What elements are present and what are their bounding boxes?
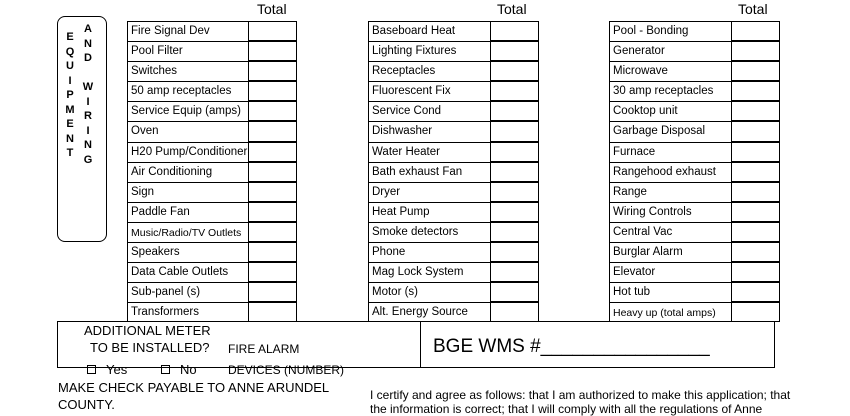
side-label-letter: R: [84, 110, 92, 122]
total-input-cell[interactable]: [490, 242, 539, 262]
side-label-letter: I: [68, 74, 72, 87]
side-label-letter: D: [84, 52, 92, 64]
form-row: [610, 262, 780, 282]
column-2: [368, 21, 539, 322]
item-label: Transformers: [131, 306, 199, 319]
fire-alarm-label: FIRE ALARM: [228, 342, 300, 356]
item-label: Music/Radio/TV Outlets: [131, 226, 242, 239]
item-label: Hot tub: [613, 286, 651, 299]
total-input-cell[interactable]: [731, 202, 780, 222]
item-label: Baseboard Heat: [372, 25, 456, 37]
meter-divider: [420, 321, 421, 368]
form-row: [369, 282, 539, 302]
total-input-cell[interactable]: [731, 121, 780, 141]
total-input-cell[interactable]: [731, 302, 780, 322]
total-input-cell[interactable]: [731, 222, 780, 242]
item-label: Elevator: [613, 266, 656, 279]
yes-checkbox[interactable]: [87, 365, 96, 374]
item-label: Smoke detectors: [372, 225, 459, 238]
form-row: [369, 81, 539, 101]
side-label-letter: I: [86, 124, 90, 137]
item-label: Bath exhaust Fan: [372, 165, 463, 178]
form-row: [128, 222, 297, 242]
yes-label: Yes: [106, 362, 128, 377]
total-input-cell[interactable]: [731, 142, 780, 162]
total-input-cell[interactable]: [248, 41, 297, 61]
form-row: [128, 21, 297, 41]
total-header-2: Total: [497, 1, 527, 17]
form-row: [369, 41, 539, 61]
item-label: Motor (s): [372, 286, 418, 299]
form-row: [128, 202, 297, 222]
item-label: Pool Filter: [131, 45, 183, 58]
item-label: Receptacles: [372, 65, 436, 78]
total-input-cell[interactable]: [248, 182, 297, 202]
form-row: [369, 61, 539, 81]
item-label: Cooktop unit: [613, 105, 678, 118]
total-input-cell[interactable]: [248, 142, 297, 162]
form-row: [128, 121, 297, 141]
item-label: Switches: [131, 65, 178, 78]
total-input-cell[interactable]: [731, 242, 780, 262]
total-input-cell[interactable]: [490, 222, 539, 242]
total-input-cell[interactable]: [731, 282, 780, 302]
item-label: Burglar Alarm: [613, 246, 683, 259]
total-input-cell[interactable]: [248, 21, 297, 41]
item-label: Water Heater: [372, 145, 440, 158]
total-input-cell[interactable]: [731, 101, 780, 121]
total-input-cell[interactable]: [248, 81, 297, 101]
column-3: [609, 21, 780, 322]
form-row: [128, 142, 297, 162]
side-label-letter: Q: [65, 45, 75, 58]
form-row: [369, 202, 539, 222]
total-input-cell[interactable]: [490, 41, 539, 61]
total-input-cell[interactable]: [490, 282, 539, 302]
total-input-cell[interactable]: [248, 222, 297, 242]
side-label-letter: G: [83, 153, 93, 166]
item-label: Lighting Fixtures: [372, 45, 457, 58]
form-row: [369, 302, 539, 322]
form-row: [128, 262, 297, 282]
form-row: [610, 142, 780, 162]
side-label-letter: N: [84, 139, 92, 151]
total-input-cell[interactable]: [248, 302, 297, 322]
form-row: [610, 202, 780, 222]
form-row: [128, 282, 297, 302]
total-input-cell[interactable]: [731, 262, 780, 282]
side-label-letter: N: [84, 37, 92, 50]
item-label: Data Cable Outlets: [131, 266, 229, 279]
item-label: Sign: [131, 185, 155, 198]
total-input-cell[interactable]: [490, 121, 539, 141]
total-input-cell[interactable]: [248, 242, 297, 262]
total-input-cell[interactable]: [248, 162, 297, 182]
item-label: Wiring Controls: [613, 205, 692, 218]
item-label: Fluorescent Fix: [372, 85, 451, 98]
form-row: [369, 242, 539, 262]
form-row: [610, 162, 780, 182]
item-label: Speakers: [131, 246, 180, 259]
total-input-cell[interactable]: [731, 81, 780, 101]
form-row: [128, 81, 297, 101]
form-row: [369, 21, 539, 41]
total-input-cell[interactable]: [248, 202, 297, 222]
form-row: [369, 101, 539, 121]
item-label: 50 amp receptacles: [131, 85, 232, 98]
total-input-cell[interactable]: [490, 61, 539, 81]
form-row: [610, 302, 780, 322]
total-header-1: Total: [257, 1, 287, 17]
form-row: [128, 182, 297, 202]
form-row: [128, 242, 297, 262]
item-label: Dishwasher: [372, 125, 433, 138]
total-input-cell[interactable]: [731, 162, 780, 182]
item-label: Dryer: [372, 185, 401, 198]
form-row: [369, 142, 539, 162]
item-label: Heat Pump: [372, 205, 430, 218]
item-label: Air Conditioning: [131, 165, 213, 178]
bge-wms-field[interactable]: BGE WMS #________________: [433, 336, 710, 357]
form-row: [610, 21, 780, 41]
certify-line1: I certify and agree as follows: that I am authorized to make this application; that: [370, 388, 791, 402]
form-row: [369, 162, 539, 182]
item-label: Rangehood exhaust: [613, 165, 716, 178]
item-label: Alt. Energy Source: [372, 306, 468, 319]
item-label: Range: [613, 185, 647, 198]
item-label: Service Equip (amps): [131, 105, 241, 118]
item-label: Garbage Disposal: [613, 125, 706, 138]
form-row: [369, 262, 539, 282]
form-row: [369, 121, 539, 141]
total-input-cell[interactable]: [731, 21, 780, 41]
form-row: [128, 101, 297, 121]
item-label: Pool - Bonding: [613, 25, 689, 37]
total-input-cell[interactable]: [490, 162, 539, 182]
item-label: Sub-panel (s): [131, 286, 201, 299]
side-label-letter: I: [86, 95, 90, 108]
total-input-cell[interactable]: [248, 262, 297, 282]
item-label: Phone: [372, 246, 406, 259]
form-row: [610, 282, 780, 302]
form-row: [610, 41, 780, 61]
item-label: 30 amp receptacles: [613, 85, 714, 98]
item-label: Paddle Fan: [131, 205, 190, 218]
total-input-cell[interactable]: [490, 302, 539, 322]
payable-line2: COUNTY.: [58, 397, 115, 412]
form-row: [610, 61, 780, 81]
devices-number-label: DEVICES (NUMBER): [228, 363, 345, 377]
meter-question-line1: ADDITIONAL METER: [84, 323, 211, 338]
item-label: Mag Lock System: [372, 266, 464, 279]
payable-line1: MAKE CHECK PAYABLE TO ANNE ARUNDEL: [58, 380, 330, 395]
item-label: Heavy up (total amps): [613, 307, 716, 320]
total-input-cell[interactable]: [490, 21, 539, 41]
item-label: Furnace: [613, 145, 656, 158]
form-row: [128, 61, 297, 81]
total-input-cell[interactable]: [248, 101, 297, 121]
total-input-cell[interactable]: [490, 81, 539, 101]
form-row: [128, 302, 297, 322]
side-label-letter: M: [65, 103, 75, 116]
item-label: Central Vac: [613, 225, 673, 238]
total-input-cell[interactable]: [490, 262, 539, 282]
total-input-cell[interactable]: [731, 61, 780, 81]
total-input-cell[interactable]: [490, 182, 539, 202]
item-label: H20 Pump/Conditioner: [131, 145, 248, 158]
form-row: [128, 162, 297, 182]
item-label: Service Cond: [372, 105, 442, 118]
form-row: [369, 182, 539, 202]
form-row: [610, 182, 780, 202]
total-input-cell[interactable]: [731, 182, 780, 202]
total-input-cell[interactable]: [490, 202, 539, 222]
no-label: No: [180, 362, 197, 377]
item-label: Fire Signal Dev: [131, 25, 210, 37]
total-header-3: Total: [738, 1, 768, 17]
total-input-cell[interactable]: [248, 61, 297, 81]
form-row: [610, 242, 780, 262]
total-input-cell[interactable]: [490, 142, 539, 162]
side-label-letter: A: [84, 23, 92, 35]
side-label-letter: E: [66, 31, 74, 43]
side-label-letter: P: [66, 89, 74, 101]
total-input-cell[interactable]: [731, 41, 780, 61]
side-label-letter: U: [66, 60, 74, 72]
form-row: [610, 222, 780, 242]
column-1: [127, 21, 297, 322]
form-row: [610, 121, 780, 141]
total-input-cell[interactable]: [490, 101, 539, 121]
item-label: Microwave: [613, 65, 668, 78]
form-row: [610, 81, 780, 101]
total-input-cell[interactable]: [248, 282, 297, 302]
total-input-cell[interactable]: [248, 121, 297, 141]
form-row: [128, 41, 297, 61]
certify-line2: the information is correct; that I will comply with all the regulations of Anne: [370, 402, 763, 416]
side-label-letter: T: [66, 147, 74, 159]
form-row: [610, 101, 780, 121]
item-label: Generator: [613, 45, 665, 58]
form-row: [369, 222, 539, 242]
item-label: Oven: [131, 125, 159, 138]
equipment-wiring-side-label: [57, 16, 107, 242]
side-label-letter: W: [82, 81, 94, 93]
side-label-letter: E: [66, 118, 74, 130]
side-label-letter: N: [66, 132, 74, 145]
no-checkbox[interactable]: [161, 365, 170, 374]
meter-question-line2: TO BE INSTALLED?: [90, 340, 210, 355]
